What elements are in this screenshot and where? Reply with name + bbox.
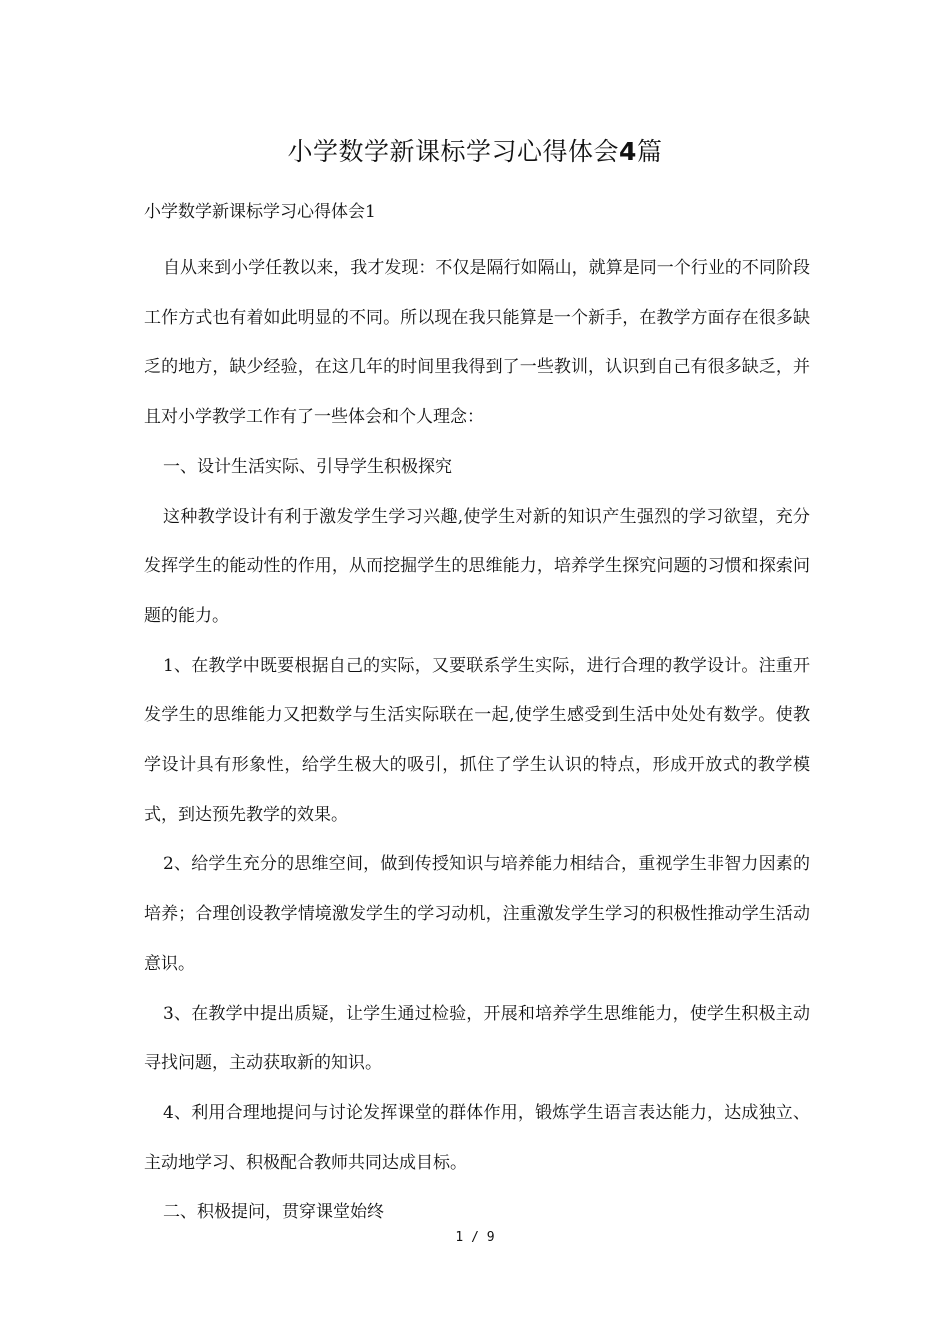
paragraph-point-4: 4、利用合理地提问与讨论发挥课堂的群体作用，锻炼学生语言表达能力，达成独立、主动地学习、积极配合教师共同达成目标。 [144,1102,810,1173]
page-title [0,134,950,170]
paragraph-point-1: 1、在教学中既要根据自己的实际，又要联系学生实际，进行合理的教学设计。注重开发学生的思维能力又把数学与生活实际联在一起,使学生感受到生活中处处有数学。使教学设计具有形象性，给学生极大的吸引，抓住了学生认识的特点，形成开放式的教学模式，到达预先教学的效果。 [144,655,810,825]
paragraph-design-benefits: 这种教学设计有利于激发学生学习兴趣,使学生对新的知识产生强烈的学习欲望，充分发挥学生的能动性的作用，从而挖掘学生的思维能力，培养学生探究问题的习惯和探索问题的能力。 [144,506,810,626]
title-number: 4 [619,137,637,166]
title-suffix: 篇 [636,137,663,166]
section-subtitle: 小学数学新课标学习心得体会1 [144,202,376,222]
document-body [144,244,810,1238]
heading-section-one: 一、设计生活实际、引导学生积极探究 [163,456,452,477]
page-number: 1 / 9 [455,1230,495,1245]
paragraph-intro: 自从来到小学任教以来，我才发现：不仅是隔行如隔山，就算是同一个行业的不同阶段工作方式也有着如此明显的不同。所以现在我只能算是一个新手，在教学方面存在很多缺乏的地方，缺少经验，在这几年的时间里我得到了一些教训，认识到自己有很多缺乏，并且对小学教学工作有了一些体会和个人理念： [144,258,810,428]
heading-section-two: 二、积极提问，贯穿课堂始终 [163,1202,384,1223]
paragraph-point-3: 3、在教学中提出质疑，让学生通过检验，开展和培养学生思维能力，使学生积极主动寻找问题，主动获取新的知识。 [144,1003,810,1074]
paragraph-point-2: 2、给学生充分的思维空间，做到传授知识与培养能力相结合，重视学生非智力因素的培养；合理创设教学情境激发学生的学习动机，注重激发学生学习的积极性推动学生活动意识。 [144,854,810,974]
title-text: 小学数学新课标学习心得体会 [287,137,620,166]
